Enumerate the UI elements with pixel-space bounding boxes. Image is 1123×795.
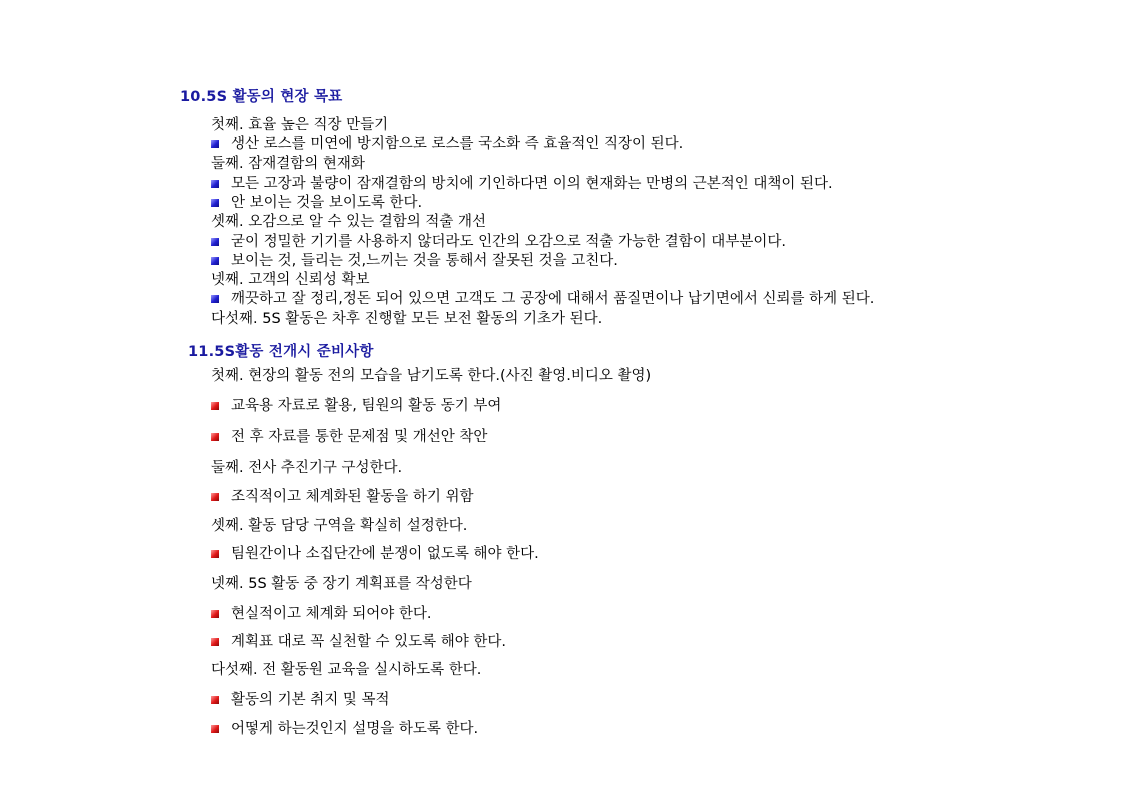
section2-line-3 bbox=[211, 428, 487, 446]
section2-line-11: 다섯째. 전 활동원 교육을 실시하도록 한다. bbox=[211, 662, 482, 678]
section2-line-13 bbox=[211, 720, 478, 738]
red-square-bullet-icon bbox=[211, 433, 219, 441]
bullet-text: 현실적이고 체계화 되어야 한다. bbox=[231, 606, 432, 622]
section1-line-5 bbox=[211, 194, 422, 212]
section1-line-2 bbox=[211, 135, 683, 153]
red-square-bullet-icon bbox=[211, 550, 219, 558]
red-square-bullet-icon bbox=[211, 725, 219, 733]
section1-line-3: 둘째. 잠재결함의 현재화 bbox=[211, 156, 365, 172]
section2-line-6: 셋째. 활동 담당 구역을 확실히 설정한다. bbox=[211, 518, 468, 534]
section2-line-12 bbox=[211, 691, 390, 709]
section1-line-7 bbox=[211, 233, 786, 251]
red-square-bullet-icon bbox=[211, 696, 219, 704]
section1-line-1: 첫째. 효율 높은 직장 만들기 bbox=[211, 117, 389, 133]
section1-heading: 10.5S 활동의 현장 목표 bbox=[180, 89, 343, 105]
bullet-text: 전 후 자료를 통한 문제점 및 개선안 착안 bbox=[231, 429, 488, 445]
bullet-text: 조직적이고 체계화된 활동을 하기 위함 bbox=[231, 489, 474, 505]
section2-line-1: 첫째. 현장의 활동 전의 모습을 남기도록 한다.(사진 촬영.비디오 촬영) bbox=[211, 368, 652, 384]
section1-line-8 bbox=[211, 252, 618, 270]
red-square-bullet-icon bbox=[211, 638, 219, 646]
bullet-text: 굳이 정밀한 기기를 사용하지 않더라도 인간의 오감으로 적출 가능한 결함이 대부분이다. bbox=[231, 234, 786, 250]
section2-line-2 bbox=[211, 397, 501, 415]
section2-line-10 bbox=[211, 633, 506, 651]
section1-line-6: 셋째. 오감으로 알 수 있는 결함의 적출 개선 bbox=[211, 214, 486, 230]
bullet-text: 계획표 대로 꼭 실천할 수 있도록 해야 한다. bbox=[231, 634, 506, 650]
blue-square-bullet-icon bbox=[211, 257, 219, 265]
section1-line-9: 넷째. 고객의 신뢰성 확보 bbox=[211, 272, 370, 288]
section1-line-4 bbox=[211, 175, 833, 193]
section2-line-9 bbox=[211, 605, 432, 623]
red-square-bullet-icon bbox=[211, 493, 219, 501]
bullet-text: 모든 고장과 불량이 잠재결함의 방치에 기인하다면 이의 현재화는 만병의 근본적인 대책이 된다. bbox=[231, 176, 833, 192]
red-square-bullet-icon bbox=[211, 610, 219, 618]
section2-line-5 bbox=[211, 488, 474, 506]
red-square-bullet-icon bbox=[211, 402, 219, 410]
blue-square-bullet-icon bbox=[211, 199, 219, 207]
bullet-text: 안 보이는 것을 보이도록 한다. bbox=[231, 195, 423, 211]
section2-heading: 11.5S활동 전개시 준비사항 bbox=[188, 344, 374, 360]
bullet-text: 깨끗하고 잘 정리,정돈 되어 있으면 고객도 그 공장에 대해서 품질면이나 납기면에서 신뢰를 하게 된다. bbox=[231, 291, 875, 307]
bullet-text: 보이는 것, 들리는 것,느끼는 것을 통해서 잘못된 것을 고친다. bbox=[231, 253, 618, 269]
bullet-text: 생산 로스를 미연에 방지함으로 로스를 국소화 즉 효율적인 직장이 된다. bbox=[231, 136, 684, 152]
bullet-text: 팀원간이나 소집단간에 분쟁이 없도록 해야 한다. bbox=[231, 546, 539, 562]
bullet-text: 교육용 자료로 활용, 팀원의 활동 동기 부여 bbox=[231, 398, 502, 414]
bullet-text: 어떻게 하는것인지 설명을 하도록 한다. bbox=[231, 721, 479, 737]
section2-line-4: 둘째. 전사 추진기구 구성한다. bbox=[211, 460, 403, 476]
blue-square-bullet-icon bbox=[211, 180, 219, 188]
bullet-text: 활동의 기본 취지 및 목적 bbox=[231, 692, 390, 708]
section1-line-10 bbox=[211, 290, 874, 308]
blue-square-bullet-icon bbox=[211, 140, 219, 148]
section2-line-7 bbox=[211, 545, 539, 563]
blue-square-bullet-icon bbox=[211, 238, 219, 246]
section2-line-8: 넷째. 5S 활동 중 장기 계획표를 작성한다 bbox=[211, 576, 472, 592]
blue-square-bullet-icon bbox=[211, 295, 219, 303]
section1-line-11: 다섯째. 5S 활동은 차후 진행할 모든 보전 활동의 기초가 된다. bbox=[211, 311, 603, 327]
